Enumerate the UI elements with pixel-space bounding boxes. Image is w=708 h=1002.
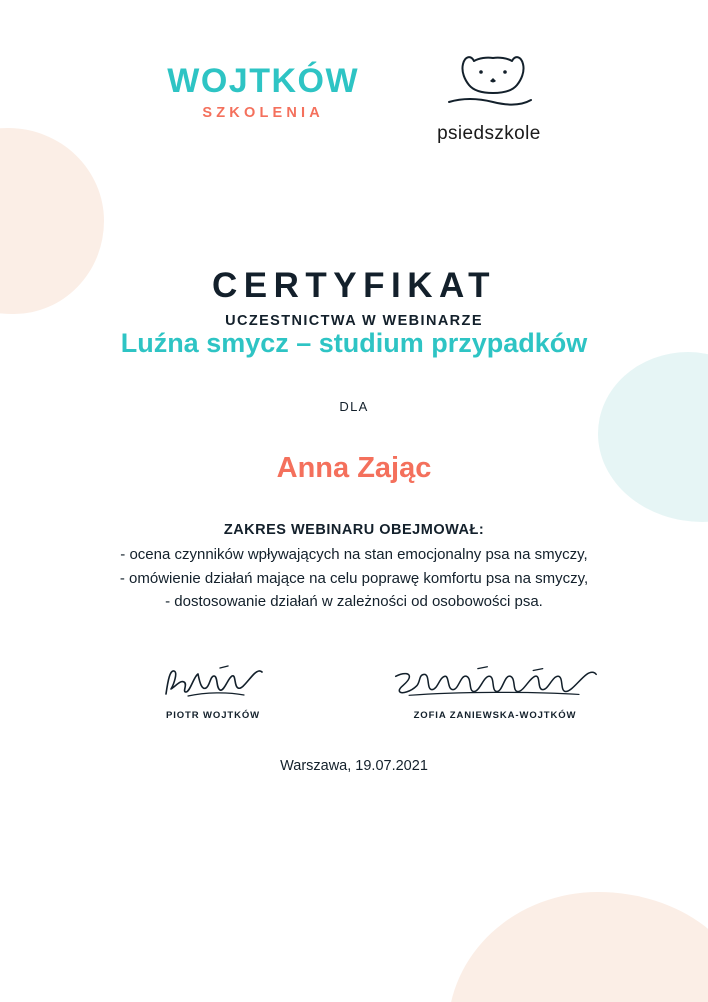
certificate-subtitle: UCZESTNICTWA W WEBINARZE [225,313,483,329]
logo-wojtkow-word: WOJTKÓW [167,62,360,100]
signature-name: ZOFIA ZANIEWSKA-WOJTKÓW [413,710,577,721]
signature-mark-icon [390,660,600,702]
logo-row [0,52,708,145]
dog-head-icon [437,52,541,119]
certificate-title: CERTYFIKAT [211,266,497,305]
signature-block-zofia [390,660,600,721]
scope-item: - omówienie działań mające na celu poprawę komfortu psa na smyczy, [119,569,589,587]
logo-wojtkow [167,52,359,121]
signature-name: PIOTR WOJTKÓW [165,710,261,721]
scope-section [0,522,708,614]
webinar-name: Luźna smycz – studium przypadków [120,328,588,358]
logo-psiedszkole-name: psiedszkole [437,123,541,144]
scope-heading: ZAKRES WEBINARU OBEJMOWAŁ: [223,522,485,538]
signature-block-piotr [108,660,318,721]
logo-psiedszkole [437,52,541,145]
logo-wojtkow-subtitle: SZKOLENIA [202,105,324,121]
recipient-name: Anna Zając [276,452,432,484]
signature-row [0,660,708,721]
for-label: DLA [339,399,369,414]
scope-item: - ocena czynników wpływających na stan emocjonalny psa na smyczy, [120,546,588,563]
scope-item: - dostosowanie działań w zależności od osobowości psa. [165,593,543,611]
signature-mark-icon [108,660,318,702]
place-and-date: Warszawa, 19.07.2021 [280,758,428,774]
